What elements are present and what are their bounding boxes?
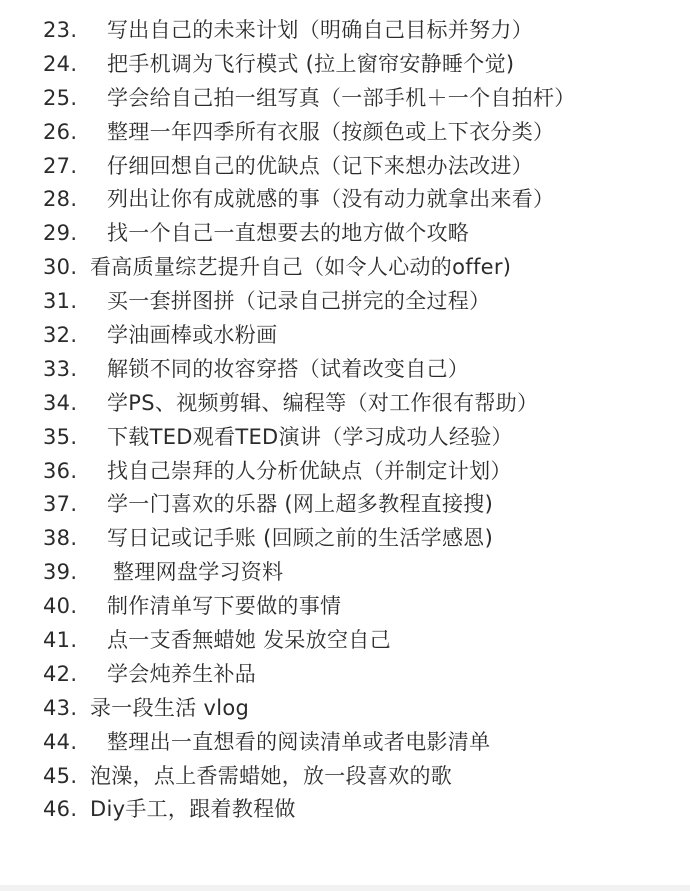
list-item [0, 353, 690, 387]
item-number: 46. [43, 797, 78, 822]
item-text: 写出自己的未来计划（明确自己目标并努力） [107, 18, 533, 42]
list-item [0, 658, 690, 692]
list-item [0, 48, 690, 82]
item-text: 学PS、视频剪辑、编程等（对工作很有帮助） [107, 390, 539, 415]
list-item [0, 14, 690, 48]
item-number: 26. [43, 119, 78, 144]
item-text: 点一支香無蜡她 发呆放空自己 [107, 628, 391, 653]
item-text: 找自己崇拜的人分析优缺点（并制定计划） [107, 458, 512, 483]
list-item [0, 522, 690, 556]
item-text: 学会炖养生补品 [107, 661, 257, 686]
list-item [0, 183, 690, 217]
list-item [0, 455, 690, 489]
item-text: 下载TED观看TED演讲（学习成功人经验） [107, 424, 513, 449]
item-number: 41. [43, 628, 78, 653]
item-number: 39. [43, 560, 78, 585]
item-text: 解锁不同的妆容穿搭（试着改变自己） [107, 356, 470, 381]
item-text: 看高质量综艺提升自己（如令人心动的offer) [90, 255, 512, 280]
item-text: 学油画棒或水粉画 [107, 323, 278, 348]
list-item [0, 556, 690, 590]
list-item [0, 387, 690, 421]
list-item [0, 150, 690, 184]
item-number: 34. [43, 390, 78, 415]
item-text: 找一个自己一直想要去的地方做个攻略 [107, 221, 470, 246]
item-number: 36. [43, 458, 78, 483]
item-number: 25. [43, 85, 78, 110]
item-text: Diy手工，跟着教程做 [90, 797, 296, 822]
list-item [0, 82, 690, 116]
item-text: 整理一年四季所有衣服（按颜色或上下衣分类） [107, 119, 555, 144]
list-item [0, 217, 690, 251]
item-text: 写日记或记手账 (回顾之前的生活学感恩) [107, 526, 494, 551]
item-text: 列出让你有成就感的事（没有动力就拿出来看） [107, 187, 555, 212]
item-number: 24. [43, 51, 78, 76]
bottom-edge [0, 885, 690, 891]
item-text: 整理网盘学习资料 [113, 560, 284, 585]
item-text: 整理出一直想看的阅读清单或者电影清单 [107, 729, 491, 754]
list-item [0, 421, 690, 455]
list-item [0, 251, 690, 285]
item-number: 23. [43, 18, 78, 42]
item-number: 32. [43, 323, 78, 348]
list-item [0, 793, 690, 827]
item-number: 33. [43, 356, 78, 381]
item-text: 制作清单写下要做的事情 [107, 594, 342, 619]
item-number: 38. [43, 526, 78, 551]
item-number: 35. [43, 424, 78, 449]
item-number: 44. [43, 729, 78, 754]
list-item [0, 319, 690, 353]
item-number: 45. [43, 763, 78, 788]
item-number: 40. [43, 594, 78, 619]
list-item [0, 590, 690, 624]
item-number: 29. [43, 221, 78, 246]
list-item [0, 116, 690, 150]
item-number: 27. [43, 153, 78, 178]
item-number: 31. [43, 289, 78, 314]
item-text: 学一门喜欢的乐器 (网上超多教程直接搜) [107, 492, 494, 517]
list-item [0, 285, 690, 319]
item-text: 仔细回想自己的优缺点（记下来想办法改进） [107, 153, 533, 178]
item-number: 28. [43, 187, 78, 212]
list-item [0, 726, 690, 760]
item-text: 买一套拼图拼（记录自己拼完的全过程） [107, 289, 491, 314]
item-number: 43. [43, 695, 78, 720]
list-item [0, 692, 690, 726]
item-text: 把手机调为飞行模式 (拉上窗帘安静睡个觉) [107, 51, 515, 76]
list-item [0, 488, 690, 522]
list-item [0, 624, 690, 658]
item-text: 学会给自己拍一组写真（一部手机＋一个自拍杆） [107, 85, 576, 110]
todo-list [0, 14, 690, 827]
item-text: 录一段生活 vlog [90, 695, 250, 720]
item-number: 42. [43, 661, 78, 686]
item-text: 泡澡，点上香需蜡她，放一段喜欢的歌 [90, 763, 453, 788]
item-number: 30. [43, 255, 78, 280]
list-item [0, 760, 690, 794]
item-number: 37. [43, 492, 78, 517]
